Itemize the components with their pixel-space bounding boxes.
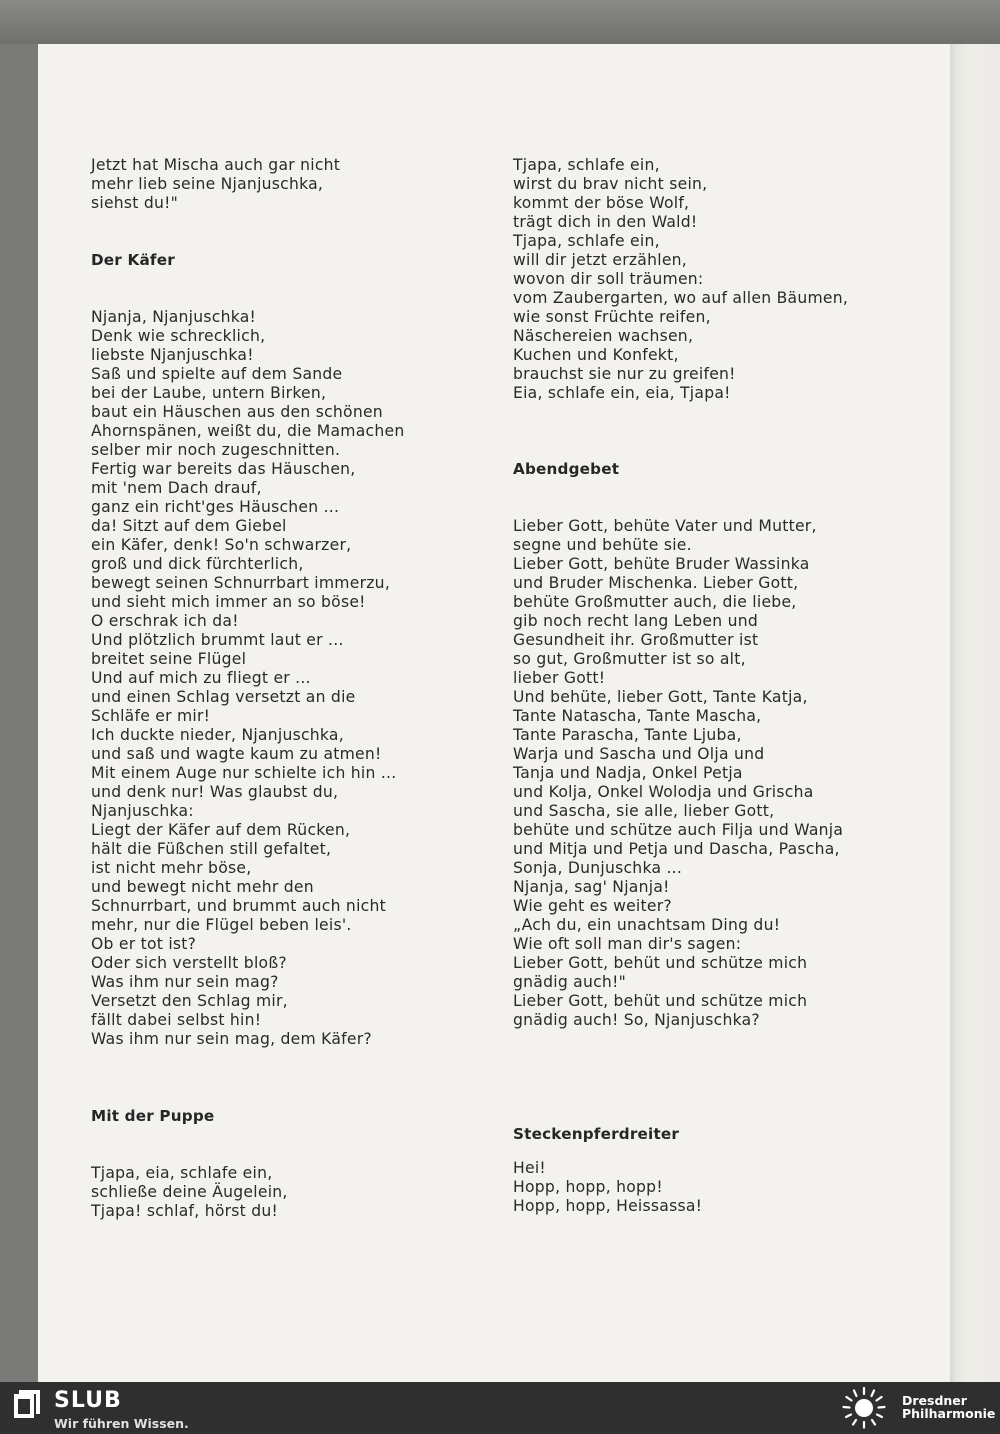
text-line: Wie geht es weiter? xyxy=(513,897,672,915)
text-line: behüte und schütze auch Filja und Wanja xyxy=(513,821,844,839)
text-line: und saß und wagte kaum zu atmen! xyxy=(91,745,382,763)
text-line: Njanjuschka: xyxy=(91,802,194,820)
poem-steckenpferdreiter xyxy=(513,1159,913,1216)
text-line: groß und dick fürchterlich, xyxy=(91,555,304,573)
text-line: wirst du brav nicht sein, xyxy=(513,175,708,193)
text-line: und Kolja, Onkel Wolodja und Grischa xyxy=(513,783,814,801)
text-line: und Bruder Mischenka. Lieber Gott, xyxy=(513,574,799,592)
text-line: Ich duckte nieder, Njanjuschka, xyxy=(91,726,344,744)
text-line: „Ach du, ein unachtsam Ding du! xyxy=(513,916,781,934)
text-line: Eia, schlafe ein, eia, Tjapa! xyxy=(513,384,731,402)
text-line: Tjapa, eia, schlafe ein, xyxy=(91,1164,273,1182)
text-line: behüte Großmutter auch, die liebe, xyxy=(513,593,797,611)
text-line: Liegt der Käfer auf dem Rücken, xyxy=(91,821,351,839)
text-line: und denk nur! Was glaubst du, xyxy=(91,783,339,801)
text-line: Näschereien wachsen, xyxy=(513,327,694,345)
text-line: Ahornspänen, weißt du, die Mamachen xyxy=(91,422,405,440)
text-line: bewegt seinen Schnurrbart immerzu, xyxy=(91,574,391,592)
text-line: Und auf mich zu fliegt er ... xyxy=(91,669,311,687)
poem-der-kaefer xyxy=(91,308,471,1049)
partner-line-2: Philharmonie xyxy=(902,1406,996,1421)
text-line: Hopp, hopp, hopp! xyxy=(513,1178,663,1196)
left-column xyxy=(91,156,471,1221)
text-line: da! Sitzt auf dem Giebel xyxy=(91,517,287,535)
text-line: lieber Gott! xyxy=(513,669,606,687)
text-line: wovon dir soll träumen: xyxy=(513,270,704,288)
text-line: trägt dich in den Wald! xyxy=(513,213,698,231)
section-heading-der-kaefer: Der Käfer xyxy=(91,251,175,269)
text-line: bei der Laube, untern Birken, xyxy=(91,384,327,402)
text-line: breitet seine Flügel xyxy=(91,650,247,668)
text-line: kommt der böse Wolf, xyxy=(513,194,690,212)
text-line: Tjapa, schlafe ein, xyxy=(513,232,660,250)
section-heading-steckenpferdreiter: Steckenpferdreiter xyxy=(513,1125,680,1143)
text-line: Oder sich verstellt bloß? xyxy=(91,954,287,972)
text-line: und einen Schlag versetzt an die xyxy=(91,688,356,706)
text-line: Ob er tot ist? xyxy=(91,935,197,953)
text-line: Saß und spielte auf dem Sande xyxy=(91,365,343,383)
text-line: wie sonst Früchte reifen, xyxy=(513,308,711,326)
text-line: mehr lieb seine Njanjuschka, xyxy=(91,175,324,193)
text-line: ein Käfer, denk! So'n schwarzer, xyxy=(91,536,352,554)
text-line: Warja und Sascha und Olja und xyxy=(513,745,765,763)
text-line: schließe deine Äugelein, xyxy=(91,1183,288,1201)
intro-stanza xyxy=(91,156,471,213)
text-line: Sonja, Dunjuschka ... xyxy=(513,859,683,877)
text-line: ist nicht mehr böse, xyxy=(91,859,252,877)
dresdner-philharmonie-logo-icon xyxy=(840,1386,888,1430)
text-line: und bewegt nicht mehr den xyxy=(91,878,314,896)
partner-line-1: Dresdner xyxy=(902,1393,967,1408)
right-column xyxy=(513,156,913,1216)
poem-mit-der-puppe-continued xyxy=(513,156,913,403)
text-line: siehst du!" xyxy=(91,194,179,212)
text-line: liebste Njanjuschka! xyxy=(91,346,254,364)
text-line: Hei! xyxy=(513,1159,546,1177)
text-line: ganz ein richt'ges Häuschen ... xyxy=(91,498,340,516)
text-line: Denk wie schrecklich, xyxy=(91,327,266,345)
text-line: Tjapa, schlafe ein, xyxy=(513,156,660,174)
section-heading-abendgebet: Abendgebet xyxy=(513,460,620,478)
text-line: Schnurrbart, und brummt auch nicht xyxy=(91,897,386,915)
slub-logo-icon xyxy=(14,1390,40,1420)
text-line: selber mir noch zugeschnitten. xyxy=(91,441,341,459)
text-line: Lieber Gott, behüt und schütze mich xyxy=(513,954,808,972)
text-line: mit 'nem Dach drauf, xyxy=(91,479,262,497)
text-line: Mit einem Auge nur schielte ich hin ... xyxy=(91,764,397,782)
text-line: Lieber Gott, behüte Vater und Mutter, xyxy=(513,517,817,535)
text-line: Und plötzlich brummt laut er ... xyxy=(91,631,344,649)
text-line: mehr, nur die Flügel beben leis'. xyxy=(91,916,352,934)
text-line: Schläfe er mir! xyxy=(91,707,211,725)
text-line: Wie oft soll man dir's sagen: xyxy=(513,935,742,953)
text-line: hält die Füßchen still gefaltet, xyxy=(91,840,332,858)
text-line: gnädig auch!" xyxy=(513,973,626,991)
text-line: Und behüte, lieber Gott, Tante Katja, xyxy=(513,688,808,706)
text-line: O erschrak ich da! xyxy=(91,612,239,630)
text-line: Njanja, sag' Njanja! xyxy=(513,878,670,896)
text-line: gnädig auch! So, Njanjuschka? xyxy=(513,1011,760,1029)
slub-tagline: Wir führen Wissen. xyxy=(54,1416,189,1431)
text-line: Was ihm nur sein mag, dem Käfer? xyxy=(91,1030,372,1048)
dresdner-philharmonie-name xyxy=(902,1394,995,1420)
text-line: will dir jetzt erzählen, xyxy=(513,251,687,269)
text-line: Fertig war bereits das Häuschen, xyxy=(91,460,356,478)
text-line: Tante Paraschа, Tante Ljuba, xyxy=(513,726,742,744)
text-line: Tjapa! schlaf, hörst du! xyxy=(91,1202,279,1220)
text-line: segne und behüte sie. xyxy=(513,536,692,554)
section-heading-mit-der-puppe: Mit der Puppe xyxy=(91,1107,215,1125)
text-line: Versetzt den Schlag mir, xyxy=(91,992,288,1010)
text-line: und Sascha, sie alle, lieber Gott, xyxy=(513,802,775,820)
text-line: Jetzt hat Mischa auch gar nicht xyxy=(91,156,341,174)
poem-abendgebet xyxy=(513,517,913,1030)
text-line: Tante Natascha, Tante Mascha, xyxy=(513,707,762,725)
slub-name: SLUB xyxy=(54,1388,122,1413)
text-line: brauchst sie nur zu greifen! xyxy=(513,365,736,383)
text-line: Hopp, hopp, Heissassa! xyxy=(513,1197,703,1215)
text-line: vom Zaubergarten, wo auf allen Bäumen, xyxy=(513,289,849,307)
text-line: Was ihm nur sein mag? xyxy=(91,973,279,991)
text-line: Lieber Gott, behüte Bruder Wassinka xyxy=(513,555,810,573)
text-line: fällt dabei selbst hin! xyxy=(91,1011,262,1029)
footer-bar xyxy=(0,1382,1000,1434)
poem-mit-der-puppe xyxy=(91,1164,471,1221)
text-line: und sieht mich immer an so böse! xyxy=(91,593,366,611)
text-line: Kuchen und Konfekt, xyxy=(513,346,679,364)
text-line: baut ein Häuschen aus den schönen xyxy=(91,403,383,421)
text-line: Gesundheit ihr. Großmutter ist xyxy=(513,631,759,649)
scan-border-top xyxy=(0,0,1000,44)
text-line: Njanja, Njanjuschka! xyxy=(91,308,257,326)
text-line: und Mitja und Petja und Dascha, Pascha, xyxy=(513,840,840,858)
facing-page-edge xyxy=(950,44,1000,1382)
text-line: gib noch recht lang Leben und xyxy=(513,612,758,630)
text-line: so gut, Großmutter ist so alt, xyxy=(513,650,746,668)
text-line: Lieber Gott, behüt und schütze mich xyxy=(513,992,808,1010)
text-line: Tanja und Nadja, Onkel Petja xyxy=(513,764,743,782)
